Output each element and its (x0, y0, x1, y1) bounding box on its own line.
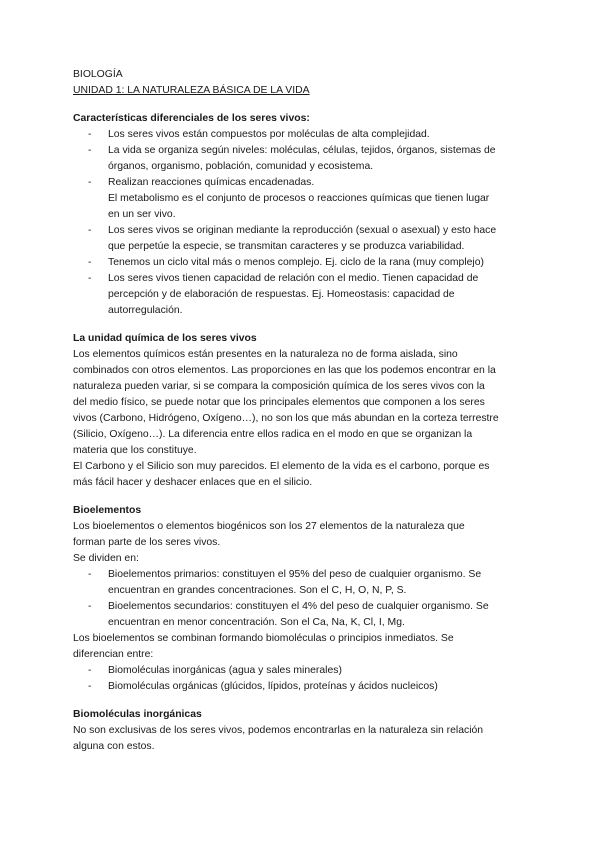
paragraph-line: alguna con estos. (73, 741, 155, 752)
paragraph-line: del medio físico, se puede notar que los principales elementos que componen a los seres (73, 397, 485, 408)
biomolecules-list (73, 663, 531, 695)
list-item-line: - Bioelementos secundarios: constituyen el 4% del peso de cualquier organismo. Se (108, 601, 489, 612)
unit-title: UNIDAD 1: LA NATURALEZA BÁSICA DE LA VIDA (73, 85, 310, 96)
list-item-line: órganos, organismo, población, comunidad y ecosistema. (108, 161, 374, 172)
list-item (73, 127, 531, 143)
list-item-line: - Biomoléculas orgánicas (glúcidos, lípidos, proteínas y ácidos nucleicos) (108, 681, 438, 692)
paragraph-line: Los elementos químicos están presentes en la naturaleza no de forma aislada, sino (73, 349, 458, 360)
list-item-line: que perpetúe la especie, se transmitan caracteres y se produzca variabilidad. (108, 241, 465, 252)
list-item-line: encuentran en menor concentración. Son el Ca, Na, K, Cl, I, Mg. (108, 617, 405, 628)
list-item-line: autorregulación. (108, 305, 183, 316)
list-item-line: - Realizan reacciones químicas encadenadas. (108, 177, 315, 188)
list-item-line: - Los seres vivos están compuestos por moléculas de alta complejidad. (108, 129, 430, 140)
section-heading-chemical-unity: La unidad química de los seres vivos (73, 333, 257, 344)
list-item-line: - La vida se organiza según niveles: moléculas, células, tejidos, órganos, sistemas de (108, 145, 496, 156)
list-item-line: - Bioelementos primarios: constituyen el 95% del peso de cualquier organismo. Se (108, 569, 482, 580)
paragraph-line: materia que los constituye. (73, 445, 197, 456)
section-heading-bioelements: Bioelementos (73, 505, 142, 516)
list-item (73, 599, 531, 631)
list-item (73, 143, 531, 175)
subject-title: BIOLOGÍA (73, 69, 123, 80)
list-item-line: - Tenemos un ciclo vital más o menos complejo. Ej. ciclo de la rana (muy complejo) (108, 257, 484, 268)
paragraph-line: combinados con otros elementos. Las proporciones en las que los podemos encontrar en la (73, 365, 496, 376)
paragraph-line: naturaleza pueden variar, si se compara la composición química de los seres vivos con la (73, 381, 485, 392)
list-item (73, 223, 531, 255)
paragraph-line: forman parte de los seres vivos. (73, 537, 221, 548)
paragraph-line: El Carbono y el Silicio son muy parecidos. El elemento de la vida es el carbono, porque es (73, 461, 490, 472)
bioelements-list (73, 567, 531, 631)
paragraph-line: vivos (Carbono, Hidrógeno, Oxígeno…), no son los que más abundan en la corteza terrestre (73, 413, 499, 424)
list-item-line: - Los seres vivos se originan mediante la reproducción (sexual o asexual) y esto hace (108, 225, 497, 236)
chemical-unity-paragraph (73, 347, 531, 491)
list-item-line: encuentran en grandes concentraciones. Son el C, H, O, N, P, S. (108, 585, 407, 596)
paragraph-line: Los bioelementos se combinan formando biomoléculas o principios inmediatos. Se (73, 633, 454, 644)
paragraph-line: diferencian entre: (73, 649, 154, 660)
list-item (73, 271, 531, 319)
characteristics-list (73, 127, 531, 319)
list-item (73, 175, 531, 223)
paragraph-line: más fácil hacer y deshacer enlaces que en el silicio. (73, 477, 313, 488)
list-item (73, 663, 531, 679)
paragraph-line: Los bioelementos o elementos biogénicos son los 27 elementos de la naturaleza que (73, 521, 465, 532)
paragraph-line: No son exclusivas de los seres vivos, podemos encontrarlas en la naturaleza sin relación (73, 725, 484, 736)
list-item-line: en un ser vivo. (108, 209, 176, 220)
list-item-line: El metabolismo es el conjunto de procesos o reacciones químicas que tienen lugar (108, 193, 490, 204)
list-item (73, 567, 531, 599)
list-item-line: - Los seres vivos tienen capacidad de relación con el medio. Tienen capacidad de (108, 273, 479, 284)
section-heading-inorganic-biomolecules: Biomoléculas inorgánicas (73, 709, 202, 720)
section-heading-characteristics: Características diferenciales de los seres vivos: (73, 113, 310, 124)
list-item-line: - Biomoléculas inorgánicas (agua y sales minerales) (108, 665, 342, 676)
paragraph-line: Se dividen en: (73, 553, 139, 564)
list-item-line: percepción y de elaboración de respuestas. Ej. Homeostasis: capacidad de (108, 289, 455, 300)
paragraph-line: (Silicio, Oxígeno…). La diferencia entre ellos radica en el modo en que se organizan la (73, 429, 473, 440)
document-content (73, 67, 531, 755)
list-item (73, 255, 531, 271)
list-item (73, 679, 531, 695)
